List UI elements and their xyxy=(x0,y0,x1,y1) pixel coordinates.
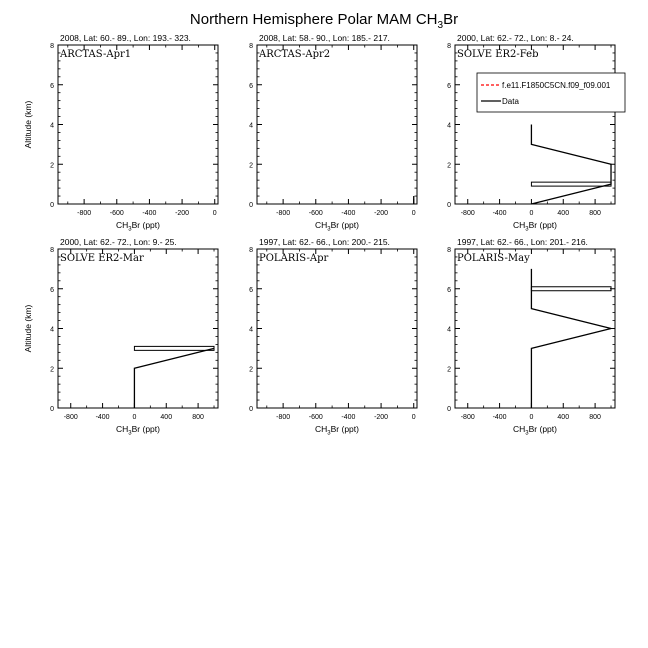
plot-frame xyxy=(455,45,615,204)
panel-header: 2000, Lat: 62.- 72., Lon: 9.- 25. xyxy=(60,237,177,247)
y-tick-label: 6 xyxy=(50,286,54,294)
x-tick-label: -400 xyxy=(492,210,507,217)
legend xyxy=(477,73,625,112)
legend-label-2: Data xyxy=(502,97,519,106)
x-axis-label-sub: 3 xyxy=(327,430,331,437)
x-tick-label: -400 xyxy=(341,210,356,217)
x-tick-label: -800 xyxy=(77,210,92,217)
y-tick-label: 2 xyxy=(249,162,253,170)
x-axis-label xyxy=(513,220,557,233)
legend-label-1: f.e11.F1850C5CN.f09_f09.001 xyxy=(502,81,611,90)
series-line-data xyxy=(531,125,611,205)
chart-panel-3 xyxy=(447,33,625,233)
x-tick-label: -800 xyxy=(276,210,291,217)
x-tick-label: -400 xyxy=(341,414,356,421)
plot-frame xyxy=(58,45,218,204)
plot-frame xyxy=(58,249,218,408)
series-line-data xyxy=(134,348,214,408)
y-tick-label: 2 xyxy=(50,366,54,374)
y-tick-label: 6 xyxy=(447,82,451,90)
x-tick-label: -600 xyxy=(109,210,124,217)
panel-label: ARCTAS-Apr1 xyxy=(60,49,132,60)
plot-frame xyxy=(257,249,417,408)
plot-frame xyxy=(257,45,417,204)
data-bar xyxy=(531,182,611,186)
x-tick-label: 400 xyxy=(557,210,570,217)
y-tick-label: 0 xyxy=(249,202,253,209)
x-axis-label-tail: Br (ppt) xyxy=(131,424,160,434)
x-tick-label: -400 xyxy=(142,210,157,217)
y-tick-label: 2 xyxy=(249,366,253,374)
x-axis-label-main: CH xyxy=(315,220,328,230)
x-axis-label-sub: 3 xyxy=(128,226,132,233)
panel-label: POLARIS-Apr xyxy=(259,253,329,264)
figure-title-tail: Br xyxy=(443,11,459,28)
y-tick-label: 4 xyxy=(50,122,54,130)
chart-panel-1 xyxy=(23,33,218,233)
y-tick-label: 8 xyxy=(447,247,451,254)
panel-label: SOLVE ER2-Feb xyxy=(457,49,539,60)
x-axis-label-sub: 3 xyxy=(128,430,132,437)
x-tick-label: 400 xyxy=(557,414,570,421)
y-tick-label: 4 xyxy=(249,326,253,334)
y-tick-label: 0 xyxy=(249,406,253,413)
x-axis-label-sub: 3 xyxy=(525,226,529,233)
y-tick-label: 6 xyxy=(249,286,253,294)
x-axis-label xyxy=(315,424,359,437)
x-axis-label-tail: Br (ppt) xyxy=(330,220,359,230)
x-axis-label-sub: 3 xyxy=(525,430,529,437)
panel-label: POLARIS-May xyxy=(457,253,530,264)
y-tick-label: 2 xyxy=(447,162,451,170)
x-tick-label: -800 xyxy=(460,210,475,217)
y-tick-label: 0 xyxy=(50,202,54,209)
x-axis-label-tail: Br (ppt) xyxy=(330,424,359,434)
chart-panel-6 xyxy=(447,237,615,437)
x-tick-label: 800 xyxy=(589,210,601,217)
legend-box xyxy=(477,73,625,112)
y-tick-label: 2 xyxy=(50,162,54,170)
y-tick-label: 4 xyxy=(50,326,54,334)
panel-header: 1997, Lat: 62.- 66., Lon: 200.- 215. xyxy=(259,237,390,247)
chart-panel-4 xyxy=(23,237,218,437)
data-bar xyxy=(531,287,611,291)
y-tick-label: 2 xyxy=(447,366,451,374)
x-tick-label: 0 xyxy=(411,210,416,217)
x-tick-label: 0 xyxy=(132,414,137,421)
y-tick-label: 6 xyxy=(50,82,54,90)
x-tick-label: -800 xyxy=(460,414,475,421)
panel-header: 2000, Lat: 62.- 72., Lon: 8.- 24. xyxy=(457,33,574,43)
panel-label: ARCTAS-Apr2 xyxy=(259,49,331,60)
x-axis-label xyxy=(116,220,160,233)
x-axis-label-tail: Br (ppt) xyxy=(131,220,160,230)
x-tick-label: -800 xyxy=(63,414,78,421)
x-tick-label: 400 xyxy=(160,414,173,421)
panel-header: 2008, Lat: 60.- 89., Lon: 193.- 323. xyxy=(60,33,191,43)
y-tick-label: 0 xyxy=(447,406,451,413)
x-tick-label: -800 xyxy=(276,414,291,421)
x-tick-label: 0 xyxy=(212,210,217,217)
x-tick-label: -200 xyxy=(175,210,190,217)
x-axis-label-tail: Br (ppt) xyxy=(528,220,557,230)
y-tick-label: 4 xyxy=(249,122,253,130)
plot-frame xyxy=(455,249,615,408)
x-axis-label-main: CH xyxy=(116,220,129,230)
x-tick-label: 0 xyxy=(411,414,416,421)
y-tick-label: 8 xyxy=(447,43,451,50)
x-tick-label: 0 xyxy=(529,210,534,217)
series-line-data xyxy=(531,269,611,408)
panels xyxy=(23,33,625,437)
x-axis-label xyxy=(513,424,557,437)
y-axis-label: Altitude (km) xyxy=(23,100,33,149)
x-tick-label: -400 xyxy=(492,414,507,421)
y-tick-label: 6 xyxy=(249,82,253,90)
y-tick-label: 4 xyxy=(447,326,451,334)
panel-label: SOLVE ER2-Mar xyxy=(60,253,144,264)
x-axis-label xyxy=(116,424,160,437)
y-tick-label: 4 xyxy=(447,122,451,130)
x-axis-label xyxy=(315,220,359,233)
y-tick-label: 8 xyxy=(50,247,54,254)
x-tick-label: 800 xyxy=(192,414,204,421)
y-tick-label: 0 xyxy=(447,202,451,209)
y-tick-label: 8 xyxy=(50,43,54,50)
x-axis-label-tail: Br (ppt) xyxy=(528,424,557,434)
chart-panel-5 xyxy=(249,237,417,437)
y-tick-label: 8 xyxy=(249,247,253,254)
figure-title-sub: 3 xyxy=(437,20,444,31)
y-tick-label: 6 xyxy=(447,286,451,294)
x-axis-label-sub: 3 xyxy=(327,226,331,233)
panel-header: 1997, Lat: 62.- 66., Lon: 201.- 216. xyxy=(457,237,588,247)
x-axis-label-main: CH xyxy=(315,424,328,434)
x-tick-label: -200 xyxy=(374,210,389,217)
y-axis-label: Altitude (km) xyxy=(23,304,33,353)
data-bar xyxy=(134,346,214,350)
x-tick-label: -400 xyxy=(95,414,110,421)
y-tick-label: 8 xyxy=(249,43,253,50)
chart-panel-2 xyxy=(249,33,417,233)
y-tick-label: 0 xyxy=(50,406,54,413)
figure-title xyxy=(190,11,458,31)
panel-header: 2008, Lat: 58.- 90., Lon: 185.- 217. xyxy=(259,33,390,43)
x-tick-label: -600 xyxy=(308,210,323,217)
x-axis-label-main: CH xyxy=(513,424,526,434)
x-axis-label-main: CH xyxy=(513,220,526,230)
x-tick-label: 800 xyxy=(589,414,601,421)
x-tick-label: -600 xyxy=(308,414,323,421)
x-axis-label-main: CH xyxy=(116,424,129,434)
x-tick-label: -200 xyxy=(374,414,389,421)
figure-title-main: Northern Hemisphere Polar MAM CH xyxy=(189,11,438,28)
x-tick-label: 0 xyxy=(529,414,534,421)
